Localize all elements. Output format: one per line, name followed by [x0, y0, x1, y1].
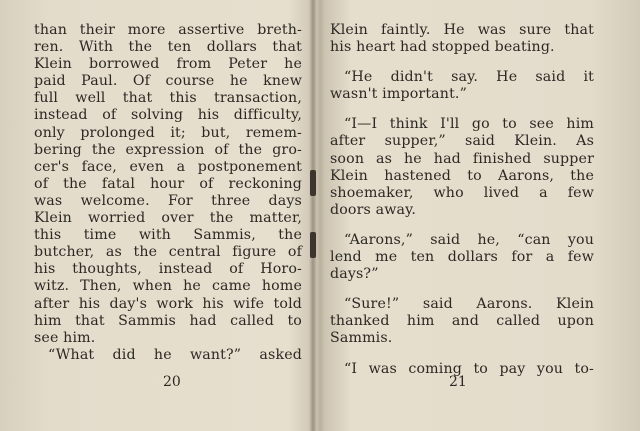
right-line: “Sure!” said Aarons. Klein	[344, 296, 594, 313]
left-page	[34, 22, 302, 422]
left-line: instead of solving his difficulty,	[34, 107, 302, 124]
left-line: him that Sammis had called to	[34, 312, 302, 329]
paragraph-gap	[330, 219, 594, 232]
left-line: “What did he want?” asked	[48, 346, 302, 363]
staple-top	[310, 170, 316, 196]
left-line: paid Paul. Of course he knew	[34, 73, 302, 90]
left-line: than their more assertive breth-	[34, 22, 302, 38]
paragraph-gap	[330, 283, 594, 296]
right-line: “I—I think I'll go to see him	[344, 116, 594, 133]
left-line: of the fatal hour of reckoning	[34, 175, 302, 192]
right-line: days?”	[330, 266, 379, 283]
left-line: Klein worried over the matter,	[34, 210, 302, 227]
right-line: lend me ten dollars for a few	[330, 249, 594, 266]
right-line: his heart had stopped beating.	[330, 39, 555, 56]
paragraph-gap	[330, 103, 594, 116]
right-line: after supper,” said Klein. As	[330, 133, 594, 150]
right-line: shoemaker, who lived a few	[330, 184, 594, 201]
right-line: Klein faintly. He was sure that	[330, 22, 594, 38]
page-number-right: 21	[449, 374, 467, 390]
paragraph-gap	[330, 56, 594, 69]
left-line: see him.	[34, 329, 96, 346]
book-gutter	[309, 0, 317, 431]
right-line: “Aarons,” said he, “can you	[344, 231, 594, 248]
right-line: Sammis.	[330, 330, 393, 347]
right-line: Klein hastened to Aarons, the	[330, 167, 594, 184]
left-line: bering the expression of the gro-	[34, 141, 302, 158]
left-line: Klein borrowed from Peter he	[34, 56, 302, 73]
right-line: soon as he had finished supper	[330, 150, 594, 167]
left-line: only prolonged it; but, remem-	[34, 124, 302, 141]
staple-bottom	[310, 232, 316, 258]
left-line: this time with Sammis, the	[34, 227, 302, 244]
right-line: wasn't important.”	[330, 86, 467, 103]
right-line: doors away.	[330, 201, 417, 218]
paragraph-gap	[330, 348, 594, 361]
left-line: cer's face, even a postponement	[34, 158, 302, 175]
left-line: witz. Then, when he came home	[34, 278, 302, 295]
left-line: was welcome. For three days	[34, 192, 302, 209]
left-line: ren. With the ten dollars that	[34, 39, 302, 56]
page-number-left: 20	[163, 374, 181, 390]
right-line: “He didn't say. He said it	[344, 69, 594, 86]
right-line: “I was coming to pay you to-	[344, 360, 594, 377]
right-line: thanked him and called upon	[330, 313, 594, 330]
right-page	[330, 22, 594, 422]
left-line: his thoughts, instead of Horo-	[34, 261, 302, 278]
left-line: full well that this transaction,	[34, 90, 302, 107]
left-line: butcher, as the central figure of	[34, 244, 302, 261]
left-line: after his day's work his wife told	[34, 295, 302, 312]
